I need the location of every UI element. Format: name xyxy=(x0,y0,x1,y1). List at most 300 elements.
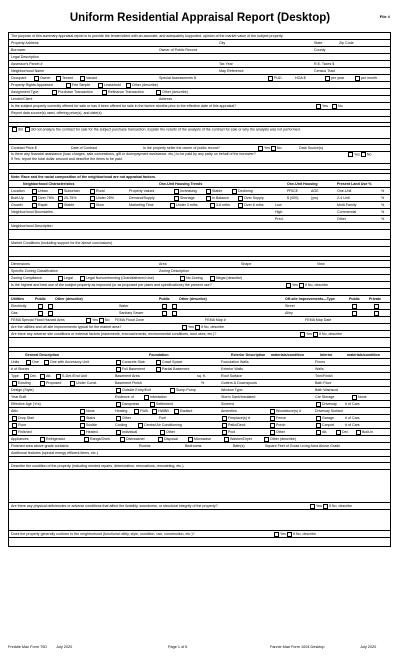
seller-owner-question: Is the property seller the owner of public record? xyxy=(143,146,220,150)
tax-year-label: Tax Year xyxy=(219,62,233,66)
impr-row-condition[interactable] xyxy=(9,463,390,470)
impr-row-conform xyxy=(9,531,390,538)
conform-yes-checkbox[interactable] xyxy=(274,532,279,537)
blank-line[interactable] xyxy=(9,338,390,348)
year-built-label: Year Built xyxy=(11,395,27,399)
zoning-description-label: Zoning Description xyxy=(159,269,189,273)
car-storage-none-checkbox[interactable] xyxy=(352,395,357,400)
contract-price-label[interactable]: Contract Price $ xyxy=(11,146,37,150)
row-property-address[interactable] xyxy=(9,40,390,47)
no-zoning-label: No Zoning xyxy=(186,276,203,280)
storm-sash-label: Storm Sash/Insulated xyxy=(221,395,256,399)
patio-label: Patio/Deck xyxy=(228,423,246,427)
typical-no-checkbox[interactable] xyxy=(195,325,200,330)
nonconforming-checkbox[interactable] xyxy=(80,276,85,281)
city-label: City xyxy=(219,41,226,45)
rural-checkbox[interactable] xyxy=(90,189,95,194)
bedrooms-label[interactable]: Bedrooms xyxy=(185,444,202,448)
individual-checkbox[interactable] xyxy=(116,430,121,435)
shortage-checkbox[interactable] xyxy=(174,196,179,201)
data-source-label[interactable]: Data Source(s) xyxy=(299,146,324,150)
occupant-label: Occupant xyxy=(11,76,27,80)
attic-none-label: None xyxy=(86,409,95,413)
impr-row-11 xyxy=(9,429,390,436)
hbu-question: Is the highest and best use of the subject property as improved (or as proposed per plans and specifications) the present use? xyxy=(11,283,212,287)
footer-right: Fannie Mae Form 1004 Desktop xyxy=(270,645,325,649)
water-public-checkbox[interactable] xyxy=(162,304,167,309)
window-type-label: Window Type xyxy=(221,388,243,392)
offered-no-label: No xyxy=(338,104,343,108)
site-section xyxy=(9,261,390,348)
in-balance-checkbox[interactable] xyxy=(206,196,211,201)
units-accessory-checkbox[interactable] xyxy=(44,360,49,365)
refinance-checkbox[interactable] xyxy=(102,90,107,95)
hbu-no-checkbox[interactable] xyxy=(299,283,304,288)
settlement-label: Settlement xyxy=(156,402,174,406)
one-unit-housing-header: One-Unit Housing xyxy=(287,182,318,186)
att-checkbox[interactable] xyxy=(40,374,45,379)
disposal-label: Disposal xyxy=(164,437,178,441)
water-other-checkbox[interactable] xyxy=(172,304,177,309)
row-financial-assistance xyxy=(9,152,390,164)
row-data-sources[interactable] xyxy=(9,110,390,117)
row-property-rights xyxy=(9,82,390,89)
proposed-label: Proposed xyxy=(46,381,62,385)
suburban-checkbox[interactable] xyxy=(58,189,63,194)
carport-checkbox[interactable] xyxy=(316,423,321,428)
partial-basement-checkbox[interactable] xyxy=(156,367,161,372)
heated-checkbox[interactable] xyxy=(80,430,85,435)
assignment-other-label: Other (describe) xyxy=(162,90,188,94)
semi-det-label: S-Det./End Unit xyxy=(62,374,87,378)
legal-checkbox[interactable] xyxy=(58,276,63,281)
fence-checkbox[interactable] xyxy=(270,416,275,421)
no-zoning-checkbox[interactable] xyxy=(180,276,185,281)
footer-left-date: July 2020 xyxy=(56,645,73,649)
impr-row-additional[interactable] xyxy=(9,450,390,457)
hwbb-checkbox[interactable] xyxy=(152,409,157,414)
location-label: Location xyxy=(11,189,25,193)
urban-checkbox[interactable] xyxy=(32,189,37,194)
shape-label: Shape xyxy=(241,262,252,266)
form-title: Uniform Residential Appraisal Report (Desktop) xyxy=(69,12,331,24)
infestation-checkbox[interactable] xyxy=(144,395,149,400)
scuttle-checkbox[interactable] xyxy=(80,423,85,428)
adverse-no-checkbox[interactable] xyxy=(313,332,318,337)
slow-checkbox[interactable] xyxy=(90,203,95,208)
outside-entry-checkbox[interactable] xyxy=(116,388,121,393)
pud-checkbox[interactable] xyxy=(268,76,273,81)
fema-map-date-label[interactable]: FEMA Map Date xyxy=(305,318,332,322)
refinance-label: Refinance Transaction xyxy=(108,90,144,94)
conform-no-checkbox[interactable] xyxy=(287,532,292,537)
gutters-label: Gutters & Downspouts xyxy=(221,381,257,385)
radiant-checkbox[interactable] xyxy=(174,409,179,414)
assistance-question: Is there any financial assistance (loan charges, sale concessions, gift or downpayment assistance, etc.) to be paid by any party on behalf of the borrower? xyxy=(11,152,256,156)
attic-floor-checkbox[interactable] xyxy=(12,423,17,428)
existing-checkbox[interactable] xyxy=(12,381,17,386)
footer-left: Freddie Mac Form 70D xyxy=(8,645,48,649)
deficiencies-yes-checkbox[interactable] xyxy=(310,504,315,509)
pct-sign: % xyxy=(381,203,385,207)
increasing-checkbox[interactable] xyxy=(174,189,179,194)
sewer-label: Sanitary Sewer xyxy=(119,311,144,315)
row-gas xyxy=(9,310,390,317)
assistance-yes-checkbox[interactable] xyxy=(348,152,353,157)
dishwasher-checkbox[interactable] xyxy=(120,437,125,442)
built-in-checkbox[interactable] xyxy=(356,430,361,435)
declining-checkbox[interactable] xyxy=(232,189,237,194)
illegal-checkbox[interactable] xyxy=(210,276,215,281)
units-accessory-label: One with Accessory Unit xyxy=(50,360,89,364)
per-month-checkbox[interactable] xyxy=(355,76,360,81)
purchase-checkbox[interactable] xyxy=(52,90,57,95)
amenity-other-label: Other xyxy=(276,430,285,434)
attic-floor-label: Floor xyxy=(18,423,27,427)
deficiencies-blank-area[interactable] xyxy=(9,510,390,531)
tenant-checkbox-label: Tenant xyxy=(62,76,73,80)
market-conditions-label: Market Conditions (including support for the above conclusions) xyxy=(11,241,113,245)
cooling-other-checkbox[interactable] xyxy=(160,430,165,435)
amenities-label: Amenities xyxy=(221,409,237,413)
p25-75-checkbox[interactable] xyxy=(58,196,63,201)
impr-row-2 xyxy=(9,366,390,373)
under-const-label: Under Const. xyxy=(76,381,98,385)
footer-page: Page 1 of 6 xyxy=(168,645,188,649)
row-lender[interactable] xyxy=(9,96,390,103)
stable-values-checkbox[interactable] xyxy=(206,189,211,194)
hwbb-label: HWBB xyxy=(158,409,169,413)
vacant-checkbox-label: Vacant xyxy=(86,76,97,80)
impr-row-1 xyxy=(9,359,390,366)
owner-public-record-label: Owner of Public Record xyxy=(159,48,197,52)
patio-checkbox[interactable] xyxy=(222,423,227,428)
blank-line[interactable] xyxy=(9,230,390,240)
footer-right-date: July 2020 xyxy=(360,645,377,649)
fee-simple-label: Fee Simple xyxy=(72,83,91,87)
pool-checkbox[interactable] xyxy=(222,430,227,435)
att2-checkbox[interactable] xyxy=(316,430,321,435)
det-label: Det. xyxy=(30,374,37,378)
adverse-yes-checkbox[interactable] xyxy=(300,332,305,337)
garage-cars-label: # of Cars xyxy=(345,416,360,420)
offered-no-checkbox[interactable] xyxy=(332,104,337,109)
individual-label: Individual xyxy=(122,430,138,434)
microwave-checkbox[interactable] xyxy=(188,437,193,442)
rapid-checkbox[interactable] xyxy=(32,203,37,208)
heating-other-checkbox[interactable] xyxy=(116,416,121,421)
assistance-yes-label: Yes xyxy=(354,152,360,157)
land-use-header: Present Land Use % xyxy=(337,182,372,186)
fema-zone-label[interactable]: FEMA Flood Zone xyxy=(115,318,144,322)
porch-checkbox[interactable] xyxy=(270,423,275,428)
commercial-land-use: Commercial xyxy=(337,210,357,214)
census-tract-label: Census Tract xyxy=(314,69,336,73)
fema-yes-label: Yes xyxy=(92,318,98,322)
fema-label: FEMA Special Flood Hazard Area xyxy=(11,318,65,322)
det-checkbox[interactable] xyxy=(24,374,29,379)
slow-label: Slow xyxy=(96,203,104,207)
tenant-checkbox[interactable] xyxy=(56,76,61,81)
woodstove-checkbox[interactable] xyxy=(270,409,275,414)
electricity-label: Electricity xyxy=(11,304,27,308)
baths-label[interactable]: Bath(s) xyxy=(233,444,245,448)
heating-label: Heating xyxy=(115,409,128,413)
apn-label: Assessor's Parcel # xyxy=(11,62,43,66)
amenity-other-checkbox[interactable] xyxy=(270,430,275,435)
row-occupant xyxy=(9,75,390,82)
full-basement-checkbox[interactable] xyxy=(116,367,121,372)
bath-floor-label: Bath Floor xyxy=(315,381,332,385)
washer-checkbox[interactable] xyxy=(224,437,229,442)
pct-sign: % xyxy=(381,217,385,221)
basement-area-label: Basement Area xyxy=(115,374,140,378)
carport-cars-label: # of Cars xyxy=(345,423,360,427)
built-in-label: Built-in xyxy=(362,430,373,434)
over-supply-checkbox[interactable] xyxy=(238,196,243,201)
row-market-conditions[interactable] xyxy=(9,240,390,247)
washer-label: Washer/Dryer xyxy=(230,437,253,441)
adverse-yes-label: Yes xyxy=(306,332,312,336)
stable-growth-checkbox[interactable] xyxy=(58,203,63,208)
walls-label: Walls xyxy=(315,367,324,371)
roof-surface-label: Roof Surface xyxy=(221,374,242,378)
did-not-checkbox[interactable] xyxy=(25,127,30,132)
assignment-other-checkbox[interactable] xyxy=(156,90,161,95)
sewer-other-checkbox[interactable] xyxy=(172,311,177,316)
leasehold-checkbox[interactable] xyxy=(98,83,103,88)
property-address-label: Property Address xyxy=(11,41,39,45)
blank-line[interactable] xyxy=(9,117,390,123)
adverse-if-no-label: If No, describe xyxy=(318,332,343,336)
utilities-header-row xyxy=(9,296,390,303)
condition-blank-area[interactable] xyxy=(9,470,390,503)
m3-6-checkbox[interactable] xyxy=(210,203,215,208)
alley-public-checkbox[interactable] xyxy=(352,311,357,316)
finished-label: Finished xyxy=(18,430,32,434)
fence-label: Fence xyxy=(276,416,286,420)
per-year-label: per year xyxy=(331,76,345,80)
crawl-space-label: Crawl Space xyxy=(162,360,183,364)
stairs-checkbox[interactable] xyxy=(80,416,85,421)
m3-6-label: 3-6 mths xyxy=(216,203,230,207)
gas-public-checkbox[interactable] xyxy=(38,311,43,316)
borrower-label: Borrower xyxy=(11,48,26,52)
row-highest-best-use xyxy=(9,282,390,289)
row-fema xyxy=(9,317,390,324)
row-offered-for-sale xyxy=(9,103,390,110)
impr-row-6 xyxy=(9,394,390,401)
zoning-class-label: Specific Zoning Classification xyxy=(11,269,58,273)
electricity-public-checkbox[interactable] xyxy=(38,304,43,309)
sewer-public-checkbox[interactable] xyxy=(162,311,167,316)
type-label: Type xyxy=(11,374,19,378)
row-assessor[interactable] xyxy=(9,61,390,68)
sump-pump-checkbox[interactable] xyxy=(170,388,175,393)
price-unit: $ (000) xyxy=(287,196,299,200)
exterior-materials-header: materials/condition xyxy=(271,353,304,357)
fema-map-label[interactable]: FEMA Map # xyxy=(205,318,226,322)
neighborhood-row-5 xyxy=(9,216,390,223)
blank-line[interactable] xyxy=(9,164,390,170)
pool-label: Pool xyxy=(228,430,236,434)
row-dimensions[interactable] xyxy=(9,261,390,268)
typical-if-no-label: If No, describe xyxy=(200,325,225,329)
attic-none-checkbox[interactable] xyxy=(80,409,85,414)
conform-if-no-label: If No, describe xyxy=(292,532,317,536)
infestation-label: Infestation xyxy=(150,395,167,399)
seller-yes-checkbox[interactable] xyxy=(258,146,263,151)
nonconforming-label: Legal Nonconforming (Grandfathered Use) xyxy=(86,276,155,280)
blank-line[interactable] xyxy=(9,538,390,546)
hbu-yes-checkbox[interactable] xyxy=(286,283,291,288)
concrete-slab-checkbox[interactable] xyxy=(116,360,121,365)
lender-address-label: Address xyxy=(159,97,173,101)
trim-finish-label: Trim/Finish xyxy=(315,374,333,378)
finished-checkbox[interactable] xyxy=(12,430,17,435)
rooms-label[interactable]: Rooms xyxy=(139,444,151,448)
offered-yes-label: Yes xyxy=(322,104,328,108)
impr-row-5 xyxy=(9,387,390,394)
gas-other-checkbox[interactable] xyxy=(48,311,53,316)
over6-checkbox[interactable] xyxy=(238,203,243,208)
characteristics-header: Neighborhood Characteristics xyxy=(23,182,75,186)
under25-checkbox[interactable] xyxy=(90,196,95,201)
scuttle-label: Scuttle xyxy=(86,423,97,427)
neighborhood-row-1 xyxy=(9,188,390,195)
proposed-checkbox[interactable] xyxy=(40,381,45,386)
assignment-type-label: Assignment Type xyxy=(11,90,39,94)
fema-yes-checkbox[interactable] xyxy=(86,318,91,323)
neighborhood-note: Note: Race and the racial composition of the neighborhood are not appraisal factors. xyxy=(9,174,390,181)
fee-simple-checkbox[interactable] xyxy=(66,83,71,88)
electricity-other-checkbox[interactable] xyxy=(48,304,53,309)
att2-label: Att. xyxy=(322,430,328,434)
marketing-time-label: Marketing Time xyxy=(129,203,154,207)
offered-yes-checkbox[interactable] xyxy=(316,104,321,109)
det2-label: Det. xyxy=(342,430,349,434)
basement-finish-label: Basement Finish xyxy=(115,381,142,385)
drop-stair-checkbox[interactable] xyxy=(12,416,17,421)
assistance-no-checkbox[interactable] xyxy=(361,152,366,157)
garage-checkbox[interactable] xyxy=(316,416,321,421)
shortage-label: Shortage xyxy=(180,196,195,200)
fwa-checkbox[interactable] xyxy=(134,409,139,414)
range-checkbox[interactable] xyxy=(84,437,89,442)
fireplace-checkbox[interactable] xyxy=(222,416,227,421)
neighborhood-row-2 xyxy=(9,195,390,202)
legal-label: Legal xyxy=(64,276,73,280)
radiant-label: Radiant xyxy=(180,409,193,413)
row-zoning-compliance xyxy=(9,275,390,282)
units-label: Units xyxy=(11,360,20,364)
fwa-label: FWA xyxy=(140,409,148,413)
impr-row-deficiencies xyxy=(9,503,390,510)
form-footer xyxy=(8,645,392,651)
gla-label[interactable]: Square Feet of Gross Living Area Above Grade xyxy=(265,444,341,448)
typical-yes-checkbox[interactable] xyxy=(182,325,187,330)
dampness-checkbox[interactable] xyxy=(116,402,121,407)
did-label: did xyxy=(18,127,23,132)
zoning-compliance-label: Zoning Compliance xyxy=(11,276,42,280)
deficiencies-if-no-label: If No, describe xyxy=(328,504,353,508)
impr-row-8 xyxy=(9,408,390,415)
street-private-checkbox[interactable] xyxy=(374,304,379,309)
seller-yes-label: Yes xyxy=(264,146,270,150)
det2-checkbox[interactable] xyxy=(336,430,341,435)
exterior-header: Exterior Description xyxy=(231,353,266,357)
rights-other-checkbox[interactable] xyxy=(126,83,131,88)
row-neighborhood-description[interactable] xyxy=(9,223,390,230)
did-checkbox[interactable] xyxy=(12,127,17,132)
state-label: State xyxy=(314,41,323,45)
crawl-space-checkbox[interactable] xyxy=(156,360,161,365)
demand-supply-label: Demand/Supply xyxy=(129,196,155,200)
blank-line[interactable] xyxy=(9,247,390,257)
semi-det-checkbox[interactable] xyxy=(56,374,61,379)
over75-checkbox[interactable] xyxy=(32,196,37,201)
property-rights-label: Property Rights Appraised xyxy=(11,83,53,87)
under3-checkbox[interactable] xyxy=(170,203,175,208)
street-public-checkbox[interactable] xyxy=(352,304,357,309)
one-unit-land-use: One-Unit xyxy=(337,189,352,193)
blank-line[interactable] xyxy=(9,289,390,296)
row-legal-description[interactable] xyxy=(9,54,390,61)
owner-checkbox[interactable] xyxy=(34,76,39,81)
other-land-use: Other xyxy=(337,217,346,221)
seller-no-checkbox[interactable] xyxy=(271,146,276,151)
row-zoning-class[interactable] xyxy=(9,268,390,275)
neighborhood-name-label: Neighborhood Name xyxy=(11,69,45,73)
exterior-walls-label: Exterior Walls xyxy=(221,367,244,371)
conform-yes-label: Yes xyxy=(280,532,286,536)
urban-label: Urban xyxy=(38,189,48,193)
central-air-checkbox[interactable] xyxy=(138,423,143,428)
contract-date-label[interactable]: Date of Contract xyxy=(71,146,98,150)
porch-label: Porch xyxy=(276,423,286,427)
pct-sign: % xyxy=(381,196,385,200)
boundaries-label: Neighborhood Boundaries xyxy=(11,210,53,214)
neighborhood-description-label: Neighborhood Description xyxy=(11,224,53,228)
per-year-checkbox[interactable] xyxy=(325,76,330,81)
row-borrower[interactable] xyxy=(9,47,390,54)
row-neighborhood-name[interactable] xyxy=(9,68,390,75)
fema-no-checkbox[interactable] xyxy=(99,318,104,323)
adverse-question: Are there any adverse site conditions or external factors (easements, encroachments, environmental conditions, land uses, etc.)? xyxy=(11,332,217,336)
driveway-checkbox[interactable] xyxy=(316,402,321,407)
impr-row-finished-area xyxy=(9,443,390,450)
driveway-label: Driveway xyxy=(322,402,337,406)
offsite-header: Off-site Improvements—Type xyxy=(285,297,335,301)
deficiencies-no-checkbox[interactable] xyxy=(323,504,328,509)
vacant-checkbox[interactable] xyxy=(80,76,85,81)
rapid-label: Rapid xyxy=(38,203,48,207)
settlement-checkbox[interactable] xyxy=(150,402,155,407)
under-const-checkbox[interactable] xyxy=(70,381,75,386)
did-not-label: did not xyxy=(30,127,42,132)
stairs-label: Stairs xyxy=(86,416,96,420)
fuel-label: Fuel xyxy=(159,416,166,420)
interior-header: Interior xyxy=(320,353,333,357)
design-style-label: Design (Style) xyxy=(11,388,34,392)
appliance-other-checkbox[interactable] xyxy=(264,437,269,442)
lender-client-label: Lender/Client xyxy=(11,97,33,101)
heating-other-label: Other xyxy=(122,416,131,420)
alley-private-checkbox[interactable] xyxy=(374,311,379,316)
refrigerator-checkbox[interactable] xyxy=(40,437,45,442)
disposal-checkbox[interactable] xyxy=(158,437,163,442)
units-one-checkbox[interactable] xyxy=(26,360,31,365)
